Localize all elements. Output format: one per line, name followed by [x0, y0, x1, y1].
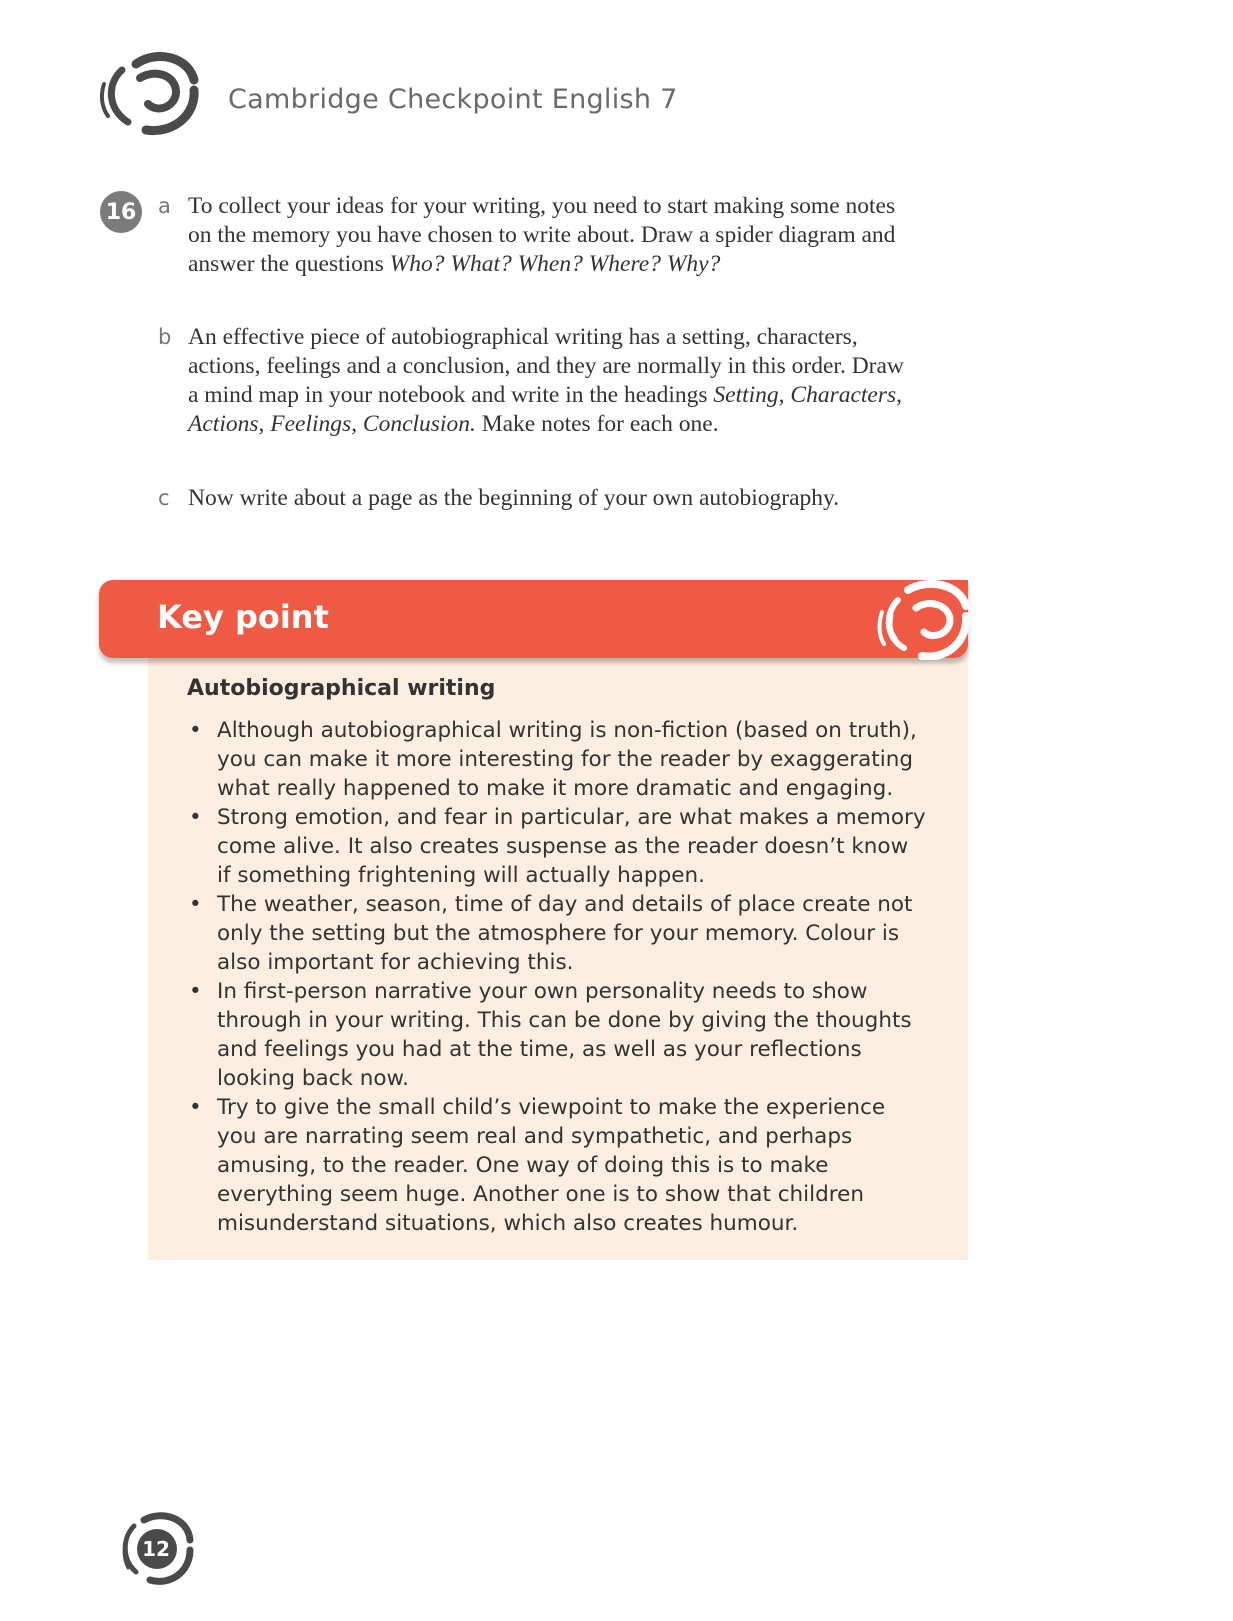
- task-letter: a: [158, 194, 171, 218]
- task-text: An effective piece of autobiographical writing has a setting, characters, actions, feelings and a conclusion, and they are normally in this order. Draw a mind map in your notebook and write in the headings Setting, Characters, Actions, Feelings, Conclusion. Make notes for each one.: [188, 324, 904, 437]
- key-point-title: Key point: [157, 598, 329, 636]
- swirl-logo-icon: [96, 44, 208, 140]
- list-item: • Strong emotion, and fear in particular, are what makes a memory come alive. It also creates suspense as the reader doesn’t know if something frightening will actually happen.: [187, 803, 927, 890]
- task-b: [158, 323, 918, 439]
- running-head: Cambridge Checkpoint English 7: [228, 84, 678, 115]
- list-item: • Although autobiographical writing is non-fiction (based on truth), you can make it more interesting for the reader by exaggerating what really happened to make it more dramatic and engaging.: [187, 716, 927, 803]
- key-point-heading: Autobiographical writing: [187, 676, 496, 701]
- task-italic-headings: Setting, Characters, Actions, Feelings, Conclusion.: [188, 382, 903, 437]
- task-letter: c: [158, 486, 170, 510]
- task-text: To collect your ideas for your writing, you need to start making some notes on the memory you have chosen to write about. Draw a spider diagram and answer the questions Who? What? When? Where? Why?: [188, 193, 896, 277]
- task-italic-questions: Who? What? When? Where? Why?: [389, 251, 721, 277]
- task-text: Now write about a page as the beginning of your own autobiography.: [188, 485, 840, 511]
- list-item: • In first-person narrative your own personality needs to show through in your writing. This can be done by giving the thoughts and feelings you had at the time, as well as your reflections looking back now.: [187, 977, 927, 1093]
- page-number: 12: [142, 1537, 170, 1561]
- task-c: [158, 484, 918, 513]
- activity-number-badge: 16: [100, 191, 142, 233]
- key-point-header: [99, 580, 968, 658]
- list-item: • The weather, season, time of day and details of place create not only the setting but the atmosphere for your memory. Colour is also important for achieving this.: [187, 890, 927, 977]
- list-item: • Try to give the small child’s viewpoint to make the experience you are narrating seem real and sympathetic, and perhaps amusing, to the reader. One way of doing this is to make everything seem huge. Another one is to show that children misunderstand situations, which also creates humour.: [187, 1093, 927, 1238]
- task-a: [158, 192, 918, 279]
- key-point-list: [187, 716, 927, 1238]
- swirl-icon: [868, 576, 972, 660]
- task-letter: b: [158, 325, 172, 349]
